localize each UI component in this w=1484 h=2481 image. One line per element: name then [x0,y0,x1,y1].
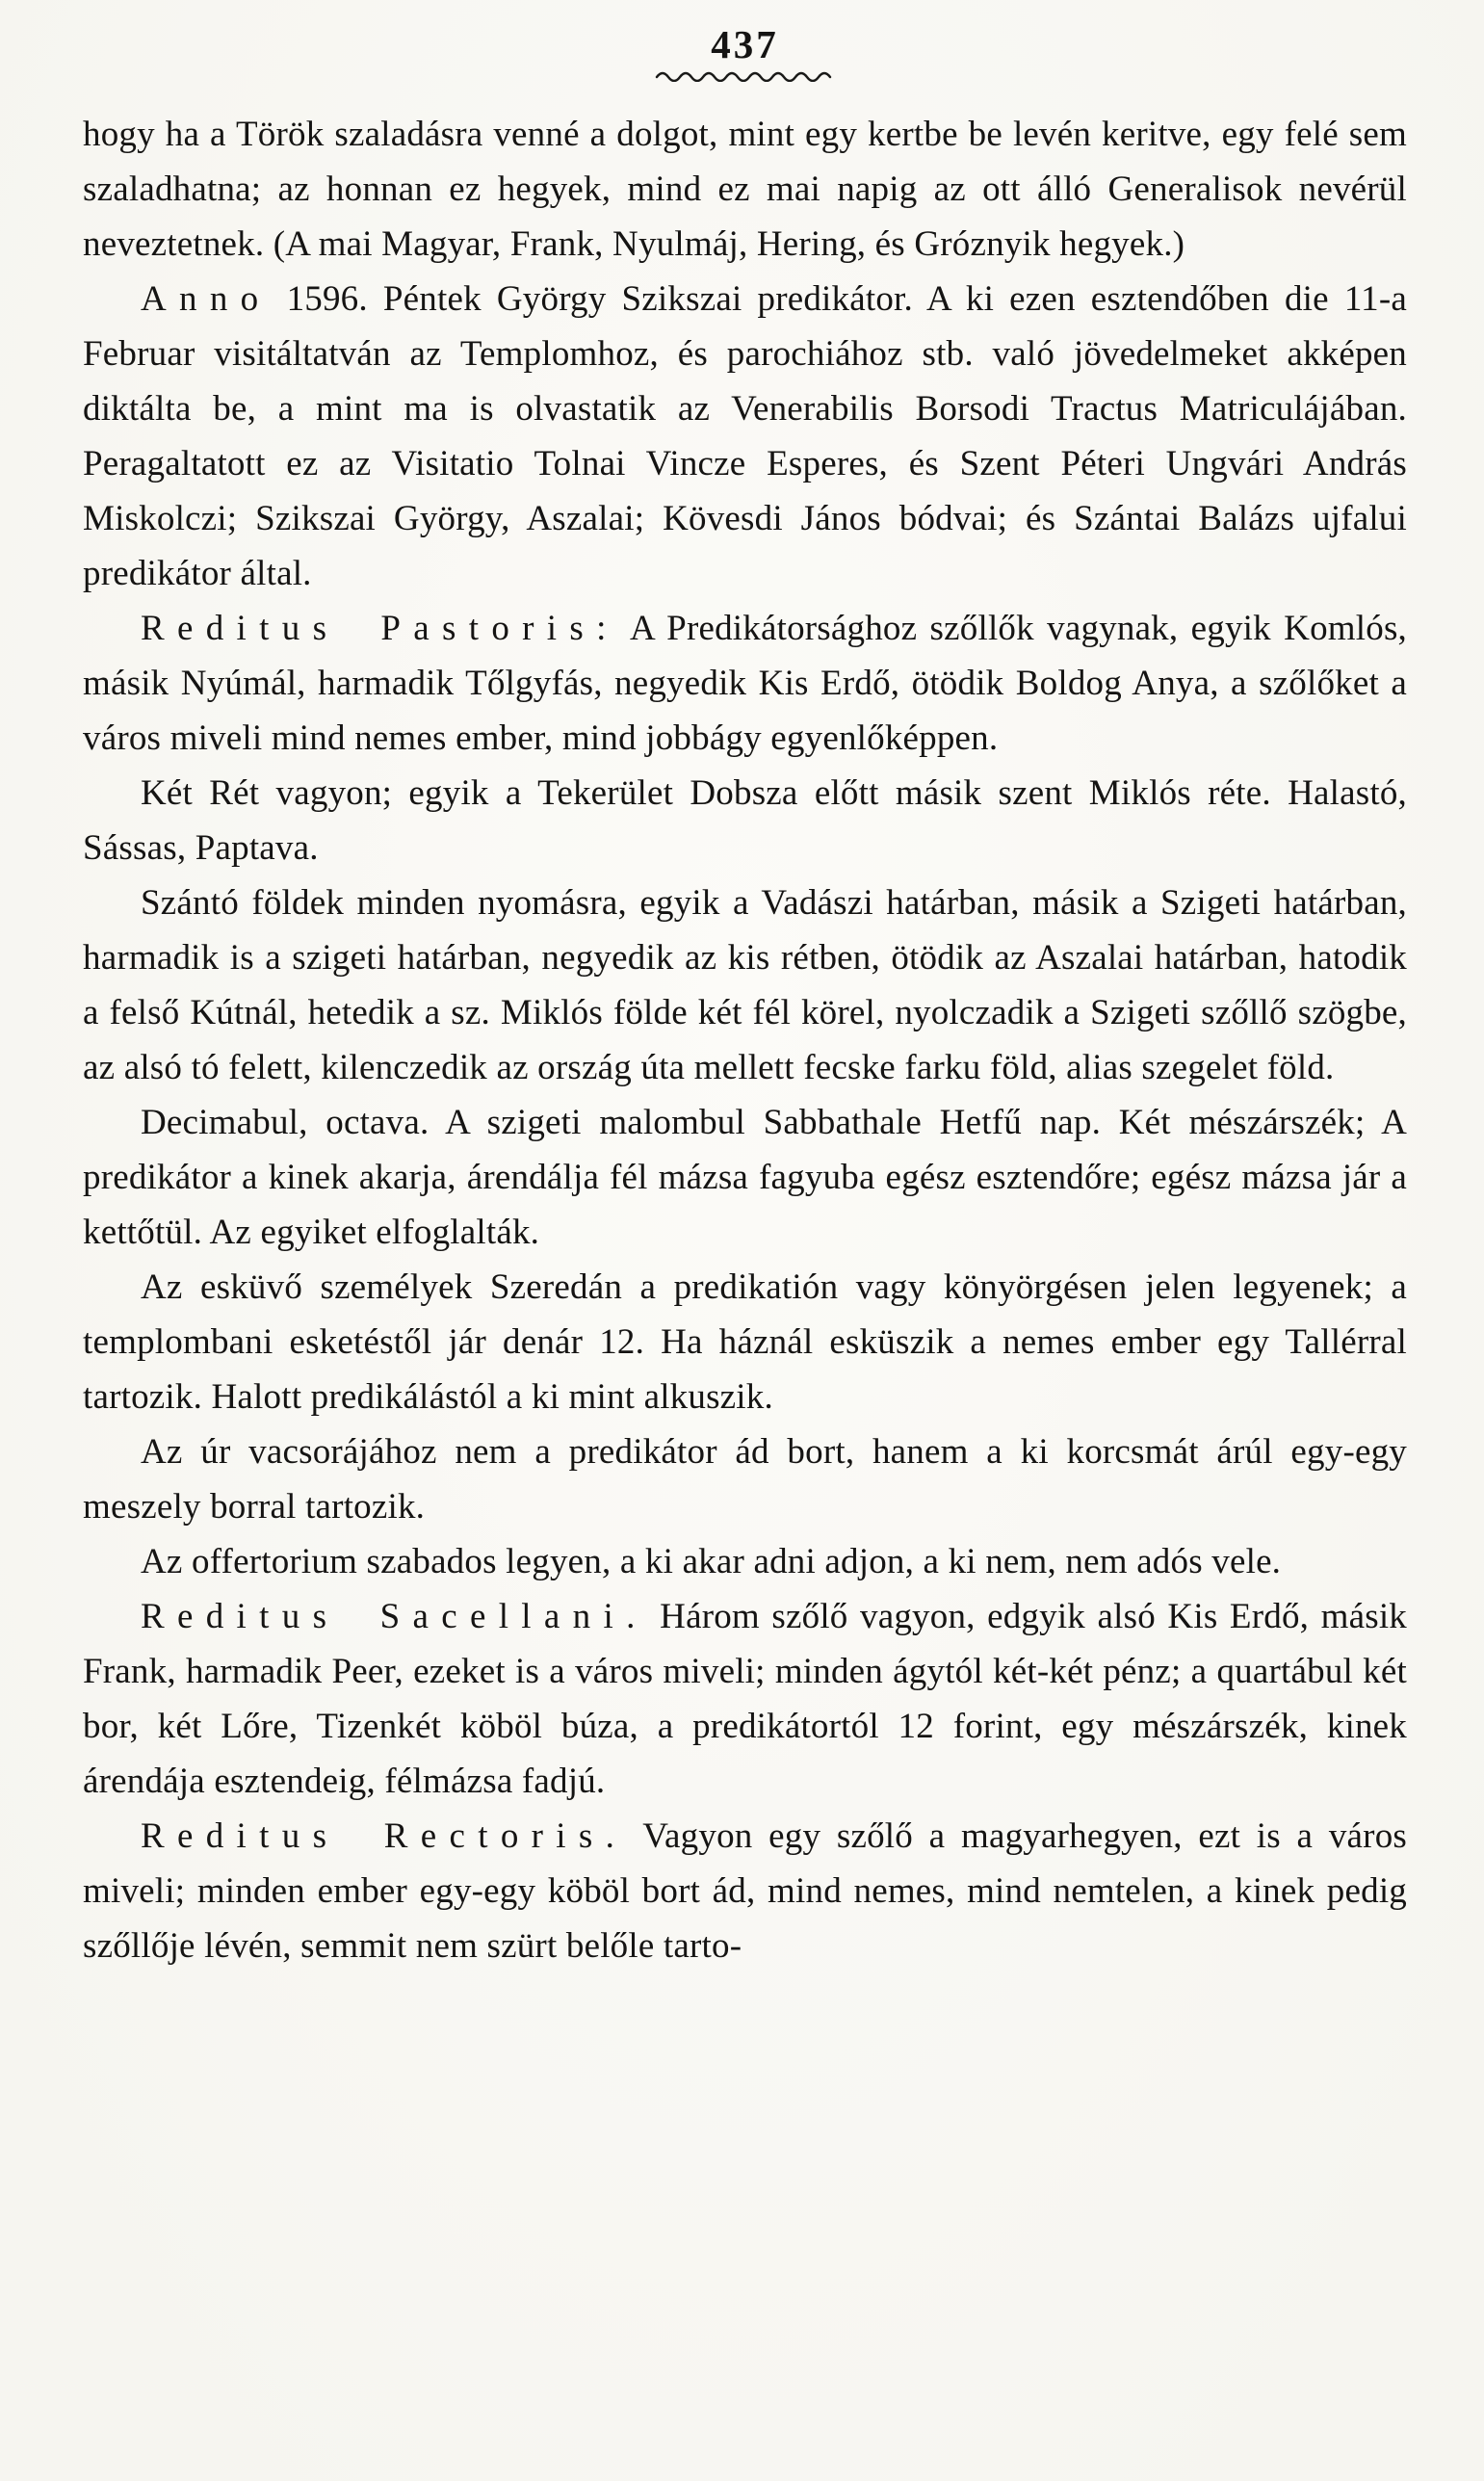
page-header [83,23,1407,82]
paragraph-text: Két Rét vagyon; egyik a Tekerület Dobsza előtt másik szent Miklós réte. Halastó, Sássas, Paptava. [83,773,1407,869]
paragraph [83,1809,1407,1973]
paragraph-text: Három szőlő vagyon, edgyik alsó Kis Erdő, másik Frank, harmadik Peer, ezeket is a város miveli; minden ágytól két-két pénz; a quartábul két bor, két Lőre, Tizenkét köböl búza, a predikátortól 12 forint, egy mészárszék, kinek árendája esztendeig, félmázsa fadjú. [83,1597,1407,1802]
paragraph-text: Decimabul, octava. A szigeti malombul Sabbathale Hetfű nap. Két mészárszék; A predikátor a kinek akarja, árendálja fél mázsa fagyuba egész esztendőre; egész mázsa jár a kettőtül. Az egyiket elfoglalták. [83,1103,1407,1253]
paragraph [83,1424,1407,1534]
paragraph-text: A Predikátorsághoz szőllők vagynak, egyik Komlós, másik Nyúmál, harmadik Tőlgyfás, negyedik Kis Erdő, ötödik Boldog Anya, a szőlőket a város miveli mind nemes ember, mind jobbágy egyenlőképpen. [83,609,1407,759]
paragraph [83,766,1407,875]
page-body [83,107,1407,1973]
paragraph [83,272,1407,601]
page-number: 437 [711,22,779,66]
paragraph [83,1260,1407,1424]
paragraph-text: Az esküvő személyek Szeredán a predikatión vagy könyörgésen jelen legyenek; a templombani esketéstől jár denár 12. Ha háznál esküszik a nemes ember egy Tallérral tartozik. Halott predikálástól a ki mint alkuszik. [83,1267,1407,1418]
paragraph [83,601,1407,766]
paragraph [83,875,1407,1095]
paragraph [83,1534,1407,1589]
paragraph-text: hogy ha a Török szaladásra venné a dolgot, mint egy kertbe be levén keritve, egy felé sem szaladhatna; az honnan ez hegyek, mind ez mai napig az ott álló Generalisok nevérül neveztetnek. (A mai Magyar, Frank, Nyulmáj, Hering, és Gróznyik hegyek.) [83,115,1407,265]
paragraph [83,1095,1407,1260]
paragraph-text: 1596. Péntek György Szikszai predikátor. A ki ezen esztendőben die 11-a Februar visitáltatván az Templomhoz, és parochiához stb. való jövedelmeket akképen diktálta be, a mint ma is olvastatik az Venerabilis Borsodi Tractus Matriculájában. Peragaltatott ez az Visitatio Tolnai Vincze Esperes, és Szent Péteri Ungvári András Miskolczi; Szikszai György, Aszalai; Kövesdi János bódvai; és Szántai Balázs ujfalui predikátor által. [83,279,1407,594]
lead-in-spaced-text: Anno [141,279,272,320]
paragraph-text: Az offertorium szabados legyen, a ki akar adni adjon, a ki nem, nem adós vele. [141,1542,1282,1582]
paragraph-text: Vagyon egy szőlő a magyarhegyen, ezt is a város miveli; minden ember egy-egy köböl bort ád, mind nemes, mind nemtelen, a kinek pedig szőllője lévén, semmit nem szürt belőle tarto- [83,1816,1408,1967]
lead-in-spaced-text: Reditus Sacellani. [141,1597,648,1637]
paragraph [83,1589,1407,1809]
lead-in-spaced-text: Reditus Rectoris. [141,1816,628,1857]
paragraph-text: Szántó földek minden nyomásra, egyik a Vadászi határban, másik a Szigeti határban, harmadik is a szigeti határban, negyedik az kis rétben, ötödik az Aszalai határban, hatodik a felső Kútnál, hetedik a sz. Miklós földe két fél körel, nyolczadik a Szigeti szőllő szögbe, az alsó tó felett, kilenczedik az ország úta mellett fecske farku föld, alias szegelet föld. [83,883,1407,1088]
lead-in-spaced-text: Reditus Pastoris: [141,609,619,649]
squiggle-divider [654,66,837,82]
paragraph [83,107,1407,272]
paragraph-text: Az úr vacsorájához nem a predikátor ád bort, hanem a ki korcsmát árúl egy-egy meszely borral tartozik. [83,1432,1407,1528]
